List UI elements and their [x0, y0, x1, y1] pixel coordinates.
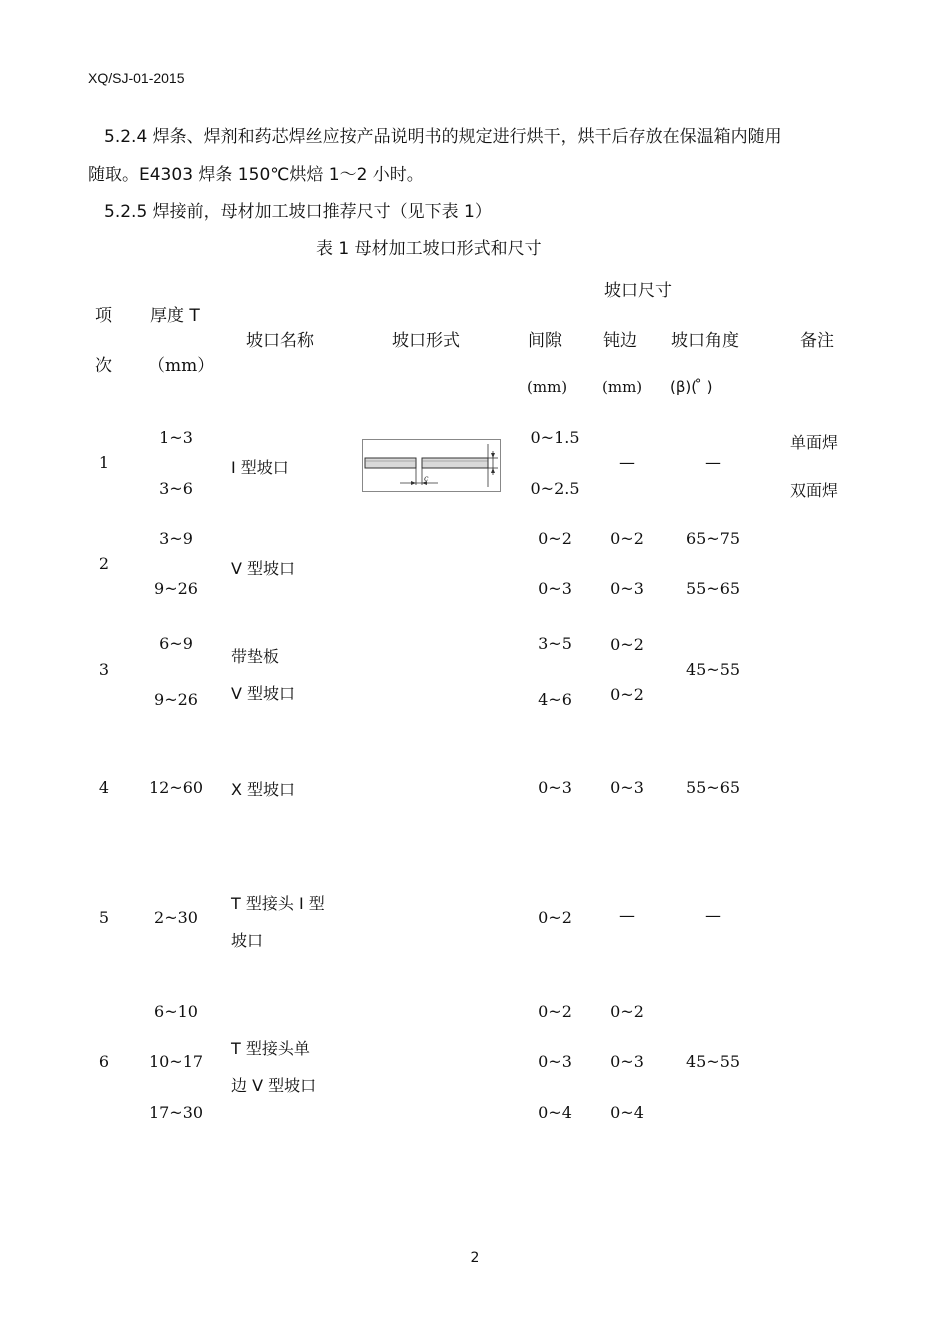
row4-no: 4 — [98, 778, 110, 797]
row1-blunt: — — [619, 453, 635, 472]
row1-remark-b: 双面焊 — [790, 481, 839, 500]
header-angle-unit: (β)( ̊ ) — [670, 378, 713, 396]
row3-name-line2: V 型坡口 — [231, 684, 296, 703]
row3-no: 3 — [98, 660, 110, 679]
page-number: 2 — [470, 1250, 480, 1266]
paragraph-5-2-5: 5.2.5 焊接前，母材加工坡口推荐尺寸（见下表 1） — [104, 202, 492, 222]
row4-name: X 型坡口 — [231, 780, 296, 799]
row4-thickness: 12~60 — [148, 778, 204, 797]
paragraph-5-2-4-line2: 随取。E4303 焊条 150℃烘焙 1～2 小时。 — [88, 165, 424, 185]
row5-angle: — — [705, 906, 721, 925]
header-thickness-line2: （mm） — [148, 356, 215, 376]
paragraph-5-2-4-line1: 5.2.4 焊条、焊剂和药芯焊丝应按产品说明书的规定进行烘干，烘干后存放在保温箱内随用 — [104, 127, 782, 147]
row3-gap-a: 3~5 — [538, 634, 572, 653]
header-remark: 备注 — [800, 331, 834, 351]
row2-thickness-a: 3~9 — [159, 529, 193, 548]
row6-angle: 45~55 — [685, 1052, 741, 1071]
row5-blunt: — — [619, 906, 635, 925]
row6-blunt-b: 0~3 — [610, 1052, 644, 1071]
row3-blunt-b: 0~2 — [610, 685, 644, 704]
row1-gap-a: 0~1.5 — [530, 428, 580, 447]
row2-blunt-b: 0~3 — [610, 579, 644, 598]
header-gap: 间隙 — [528, 331, 562, 351]
row2-no: 2 — [98, 554, 110, 573]
row2-angle-b: 55~65 — [685, 579, 741, 598]
header-item-line2: 次 — [95, 356, 112, 376]
row6-thickness-b: 10~17 — [148, 1052, 204, 1071]
header-groove-size: 坡口尺寸 — [604, 281, 672, 301]
row4-angle: 55~65 — [685, 778, 741, 797]
row1-remark-a: 单面焊 — [790, 433, 839, 452]
row3-angle: 45~55 — [685, 660, 741, 679]
header-blunt-unit: (mm) — [602, 378, 643, 396]
row6-blunt-c: 0~4 — [610, 1103, 644, 1122]
header-item-line1: 项 — [95, 306, 112, 326]
row2-blunt-a: 0~2 — [610, 529, 644, 548]
row1-thickness-b: 3~6 — [159, 479, 193, 498]
row6-gap-b: 0~3 — [538, 1052, 572, 1071]
row2-name: V 型坡口 — [231, 559, 296, 578]
i-groove-diagram — [362, 439, 502, 493]
row2-gap-b: 0~3 — [538, 579, 572, 598]
row1-gap-b: 0~2.5 — [530, 479, 580, 498]
row6-no: 6 — [98, 1052, 110, 1071]
row6-gap-a: 0~2 — [538, 1002, 572, 1021]
row5-no: 5 — [98, 908, 110, 927]
row5-name-line2: 坡口 — [231, 931, 264, 950]
row3-gap-b: 4~6 — [538, 690, 572, 709]
row2-angle-a: 65~75 — [685, 529, 741, 548]
row2-thickness-b: 9~26 — [154, 579, 198, 598]
row6-name-line2: 边 V 型坡口 — [231, 1076, 317, 1095]
row3-name-line1: 带垫板 — [231, 647, 280, 666]
row6-thickness-c: 17~30 — [148, 1103, 204, 1122]
row1-name: I 型坡口 — [231, 458, 289, 477]
row1-angle: — — [705, 453, 721, 472]
row5-gap: 0~2 — [538, 908, 572, 927]
row5-name-line1: T 型接头 I 型 — [231, 894, 325, 913]
row6-blunt-a: 0~2 — [610, 1002, 644, 1021]
table-caption: 表 1 母材加工坡口形式和尺寸 — [316, 239, 542, 259]
header-thickness-line1: 厚度 T — [150, 306, 200, 326]
row5-thickness: 2~30 — [154, 908, 198, 927]
row3-blunt-a: 0~2 — [610, 635, 644, 654]
row4-blunt: 0~3 — [610, 778, 644, 797]
row3-thickness-a: 6~9 — [159, 634, 193, 653]
document-number: XQ/SJ-01-2015 — [88, 70, 185, 86]
header-groove-name: 坡口名称 — [246, 331, 314, 351]
row4-gap: 0~3 — [538, 778, 572, 797]
row1-no: 1 — [98, 453, 110, 472]
row6-thickness-a: 6~10 — [154, 1002, 198, 1021]
row6-name-line1: T 型接头单 — [231, 1039, 310, 1058]
row6-gap-c: 0~4 — [538, 1103, 572, 1122]
header-gap-unit: (mm) — [527, 378, 568, 396]
header-groove-form: 坡口形式 — [392, 331, 460, 351]
row1-thickness-a: 1~3 — [159, 428, 193, 447]
header-blunt: 钝边 — [603, 331, 637, 351]
diagram-gap-label: c — [424, 474, 429, 483]
header-angle: 坡口角度 — [671, 331, 739, 351]
row2-gap-a: 0~2 — [538, 529, 572, 548]
row3-thickness-b: 9~26 — [154, 690, 198, 709]
